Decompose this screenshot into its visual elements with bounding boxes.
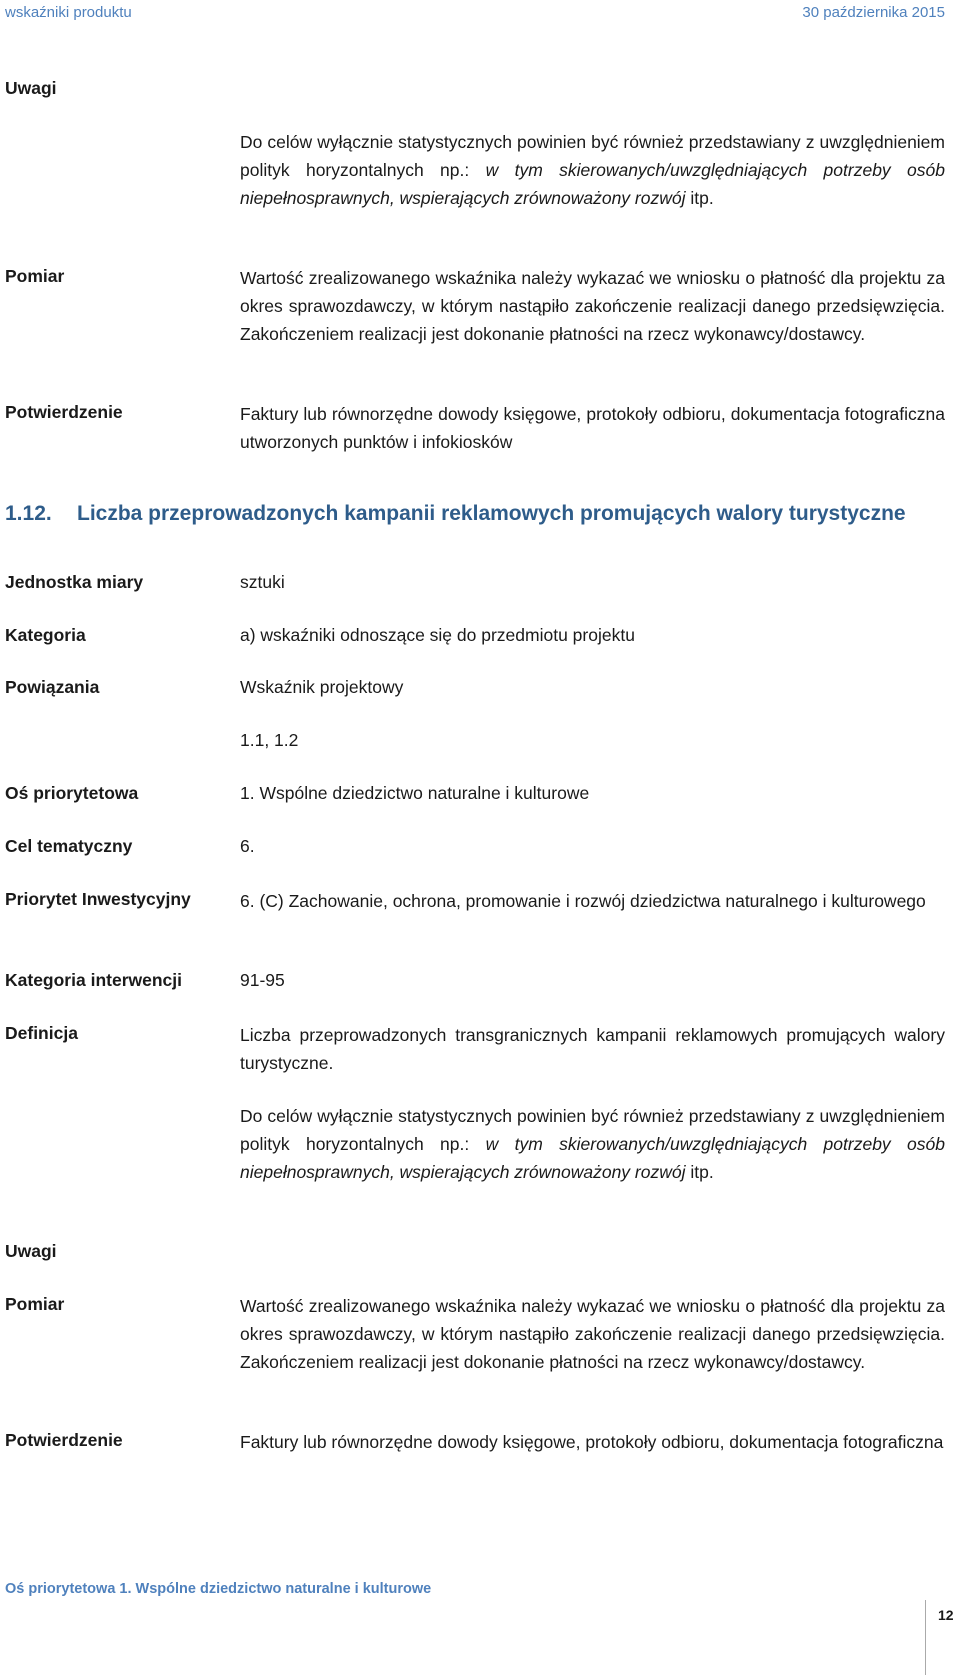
powiazania-value: Wskaźnik projektowy	[240, 677, 404, 697]
definicja-value: Liczba przeprowadzonych transgranicznych kampanii reklamowych promujących walory turystyczne.	[240, 1025, 945, 1073]
os-priorytetowa-value: 1. Wspólne dziedzictwo naturalne i kulturowe	[240, 783, 590, 803]
pomiar-label: Pomiar	[5, 266, 65, 286]
jednostka-label: Jednostka miary	[5, 572, 144, 592]
cel-tematyczny-label: Cel tematyczny	[5, 836, 133, 856]
priorytet-label: Priorytet Inwestycyjny	[5, 889, 191, 909]
kategoria-value: a) wskaźniki odnoszące się do przedmiotu projektu	[240, 625, 635, 645]
cel-tematyczny-value: 6.	[240, 836, 255, 856]
pomiar-text: Wartość zrealizowanego wskaźnika należy wykazać we wniosku o płatność dla projektu za okres sprawozdawczy, w którym nastąpiło zakończenie realizacji danego przedsięwzięcia. Zakończeniem realizacji jest dokonanie płatności na rzecz wykonawcy/dostawcy.	[240, 268, 945, 344]
kategoria-interwencji-label: Kategoria interwencji	[5, 970, 182, 990]
section-heading	[5, 502, 906, 526]
pomiar-text-2: Wartość zrealizowanego wskaźnika należy wykazać we wniosku o płatność dla projektu za okres sprawozdawczy, w którym nastąpiło zakończenie realizacji danego przedsięwzięcia. Zakończeniem realizacji jest dokonanie płatności na rzecz wykonawcy/dostawcy.	[240, 1296, 945, 1372]
uwagi-label: Uwagi	[5, 78, 57, 98]
potwierdzenie-label-2: Potwierdzenie	[5, 1430, 123, 1450]
header-section-title: wskaźniki produktu	[5, 4, 132, 21]
kategoria-label: Kategoria	[5, 625, 86, 645]
header-date: 30 października 2015	[802, 4, 945, 21]
uwagi-label-2: Uwagi	[5, 1241, 57, 1261]
footer-text: Oś priorytetowa 1. Wspólne dziedzictwo naturalne i kulturowe	[5, 1581, 432, 1597]
powiazania-refs: 1.1, 1.2	[240, 730, 299, 750]
section-title: Liczba przeprowadzonych kampanii reklamowych promujących walory turystyczne	[77, 502, 906, 525]
jednostka-value: sztuki	[240, 572, 285, 592]
potwierdzenie-label: Potwierdzenie	[5, 402, 123, 422]
os-priorytetowa-label: Oś priorytetowa	[5, 783, 139, 803]
powiazania-label: Powiązania	[5, 677, 100, 697]
uwagi-text-2: Do celów wyłącznie statystycznych powinien być również przedstawiany z uwzględnieniem polityk horyzontalnych np.: w tym skierowanych/uwzględniających potrzeby osób niepełnosprawnych, wspierających zrównoważony rozwój itp.	[240, 1106, 945, 1182]
potwierdzenie-text-2: Faktury lub równorzędne dowody księgowe, protokoły odbioru, dokumentacja fotograficzna	[240, 1432, 944, 1452]
page-number: 12	[938, 1607, 954, 1623]
pomiar-label-2: Pomiar	[5, 1294, 65, 1314]
uwagi-text: Do celów wyłącznie statystycznych powinien być również przedstawiany z uwzględnieniem polityk horyzontalnych np.: w tym skierowanych/uwzględniających potrzeby osób niepełnosprawnych, wspierających zrównoważony rozwój itp.	[240, 132, 945, 208]
potwierdzenie-text: Faktury lub równorzędne dowody księgowe, protokoły odbioru, dokumentacja fotograficzna utworzonych punktów i infokiosków	[240, 404, 945, 452]
priorytet-value: 6. (C) Zachowanie, ochrona, promowanie i rozwój dziedzictwa naturalnego i kulturowego	[240, 891, 926, 911]
section-number: 1.12.	[5, 502, 52, 525]
definicja-label: Definicja	[5, 1023, 78, 1043]
kategoria-interwencji-value: 91-95	[240, 970, 285, 990]
